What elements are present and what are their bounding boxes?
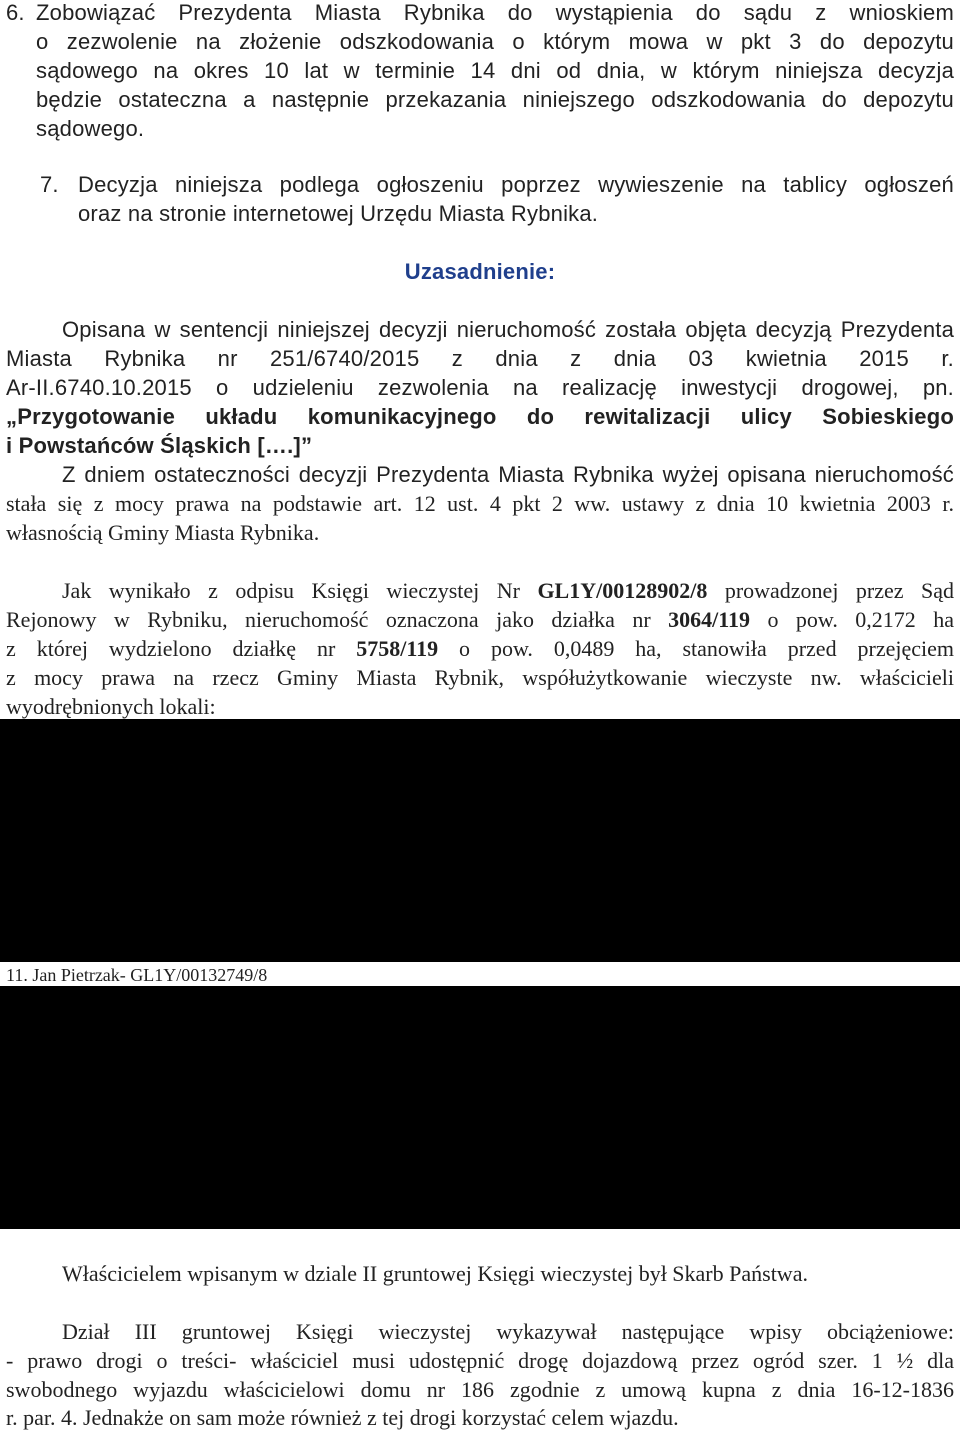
para-2-line-2-pre: Rejonowy w Rybniku, nieruchomość oznaczona jako działka nr <box>6 607 669 632</box>
para-2-line-2 <box>6 606 954 634</box>
land-register-number: GL1Y/00128902/8 <box>537 578 708 603</box>
para-1-line-3: Ar-II.6740.10.2015 o udzieleniu zezwolenia na realizację inwestycji drogowej, pn. <box>6 375 954 400</box>
para-2-line-1-pre: Jak wynikało z odpisu Księgi wieczystej Nr <box>62 578 538 603</box>
para-2-line-1 <box>62 577 954 605</box>
item-6-line-4: będzie ostateczna a następnie przekazania niniejszego odszkodowania do depozytu <box>36 87 954 112</box>
para-1-line-5: i Powstańców Śląskich [….]” <box>6 433 313 458</box>
para-4-line-3: swobodnego wyjazdu właścicielowi domu nr 186 zgodnie z umową kupna z dnia 16-12-1836 <box>6 1377 954 1402</box>
item-6-line-3: sądowego na okres 10 lat w terminie 14 dni od dnia, w którym niniejsza decyzja <box>36 58 954 83</box>
para-2-line-3-pre: z której wydzielono działkę nr <box>6 636 357 661</box>
para-1-line-6: Z dniem ostateczności decyzji Prezydenta Miasta Rybnika wyżej opisana nieruchomość <box>62 462 954 487</box>
redacted-block-1 <box>0 719 960 962</box>
para-1-line-1: Opisana w sentencji niniejszej decyzji nieruchomość została objęta decyzją Prezydenta <box>62 317 954 342</box>
parcel-number-2: 5758/119 <box>356 636 439 661</box>
item-7-line-1: Decyzja niniejsza podlega ogłoszeniu poprzez wywieszenie na tablicy ogłoszeń <box>78 172 954 197</box>
para-2-line-3 <box>6 635 954 663</box>
para-4-line-4: r. par. 4. Jednakże on sam może również z tej drogi korzystać celem wjazdu. <box>6 1405 679 1430</box>
para-1-line-2: Miasta Rybnika nr 251/6740/2015 z dnia z dnia 03 kwietnia 2015 r. <box>6 346 954 371</box>
item-6-line-5: sądowego. <box>36 116 145 141</box>
item-6-number: 6. <box>6 0 25 25</box>
para-3: Właścicielem wpisanym w dziale II gruntowej Księgi wieczystej był Skarb Państwa. <box>62 1261 808 1286</box>
para-2-line-4: z mocy prawa na rzecz Gminy Miasta Rybnik, współużytkowanie wieczyste nw. właścicieli <box>6 665 954 690</box>
item-7-number: 7. <box>40 172 59 197</box>
owner-item-11: 11. Jan Pietrzak- GL1Y/00132749/8 <box>6 965 268 985</box>
redacted-block-2 <box>0 986 960 1229</box>
para-1-line-4: „Przygotowanie układu komunikacyjnego do rewitalizacji ulicy Sobieskiego <box>6 404 954 429</box>
para-2-line-5: wyodrębnionych lokali: <box>6 694 216 719</box>
item-6-line-1: Zobowiązać Prezydenta Miasta Rybnika do wystąpienia do sądu z wnioskiem <box>36 0 954 25</box>
para-2-line-1-post: prowadzonej przez Sąd <box>707 578 954 603</box>
para-4-line-2: - prawo drogi o treści- właściciel musi udostępnić drogę dojazdową przez ogród szer. 1 ½ dla <box>6 1348 954 1373</box>
para-1-line-7: stała się z mocy prawa na podstawie art. 12 ust. 4 pkt 2 ww. ustawy z dnia 10 kwietnia 2003 r. <box>6 491 954 516</box>
item-6-line-2: o zezwolenie na złożenie odszkodowania o którym mowa w pkt 3 do depozytu <box>36 29 954 54</box>
item-7-line-2: oraz na stronie internetowej Urzędu Miasta Rybnika. <box>78 201 599 226</box>
para-4-line-1: Dział III gruntowej Księgi wieczystej wykazywał następujące wpisy obciążeniowe: <box>62 1319 954 1344</box>
section-heading: Uzasadnienie: <box>404 259 556 284</box>
para-2-line-2-post: o pow. 0,2172 ha <box>750 607 954 632</box>
para-1-line-8: własnością Gminy Miasta Rybnika. <box>6 520 320 545</box>
parcel-number-1: 3064/119 <box>668 607 751 632</box>
para-2-line-3-post: o pow. 0,0489 ha, stanowiła przed przejęciem <box>438 636 954 661</box>
